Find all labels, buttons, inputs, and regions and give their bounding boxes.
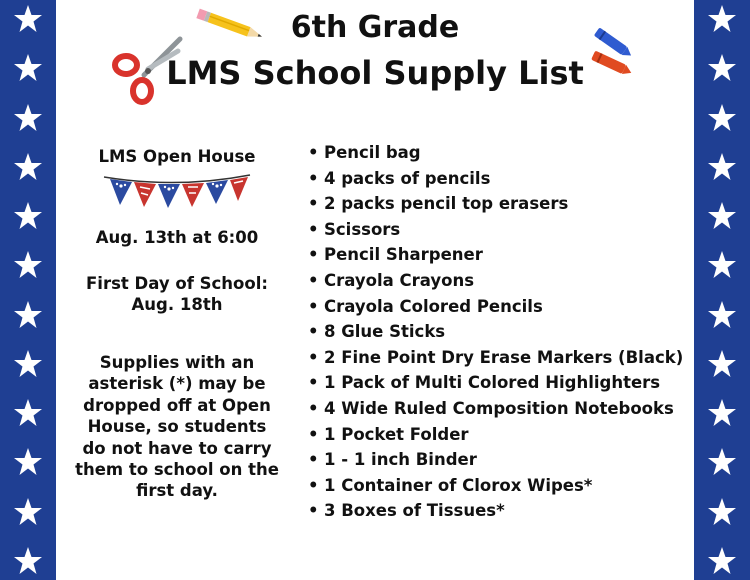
list-item xyxy=(308,166,698,192)
bullet-icon: • xyxy=(308,398,319,418)
star-icon xyxy=(13,497,43,527)
star-icon xyxy=(13,103,43,133)
list-item xyxy=(308,140,698,166)
supply-item-label: 2 packs pencil top erasers xyxy=(324,194,569,214)
bullet-icon: • xyxy=(308,501,319,521)
star-icon xyxy=(13,201,43,231)
bullet-icon: • xyxy=(308,475,319,495)
supply-item-label: 4 Wide Ruled Composition Notebooks xyxy=(324,398,674,418)
star-icon xyxy=(13,250,43,280)
star-icon xyxy=(13,349,43,379)
bullet-icon: • xyxy=(308,143,319,162)
list-item xyxy=(308,242,698,268)
bullet-icon: • xyxy=(308,322,319,342)
star-icon xyxy=(13,398,43,428)
event-info-panel xyxy=(74,146,280,502)
star-icon xyxy=(13,152,43,182)
supply-item-label: 1 Pack of Multi Colored Highlighters xyxy=(324,373,661,393)
first-day-date: Aug. 18th xyxy=(131,295,223,315)
star-icon xyxy=(707,103,737,133)
bullet-icon: • xyxy=(308,296,319,316)
star-icon xyxy=(707,546,737,576)
bullet-icon: • xyxy=(308,168,319,188)
open-house-date: Aug. 13th at 6:00 xyxy=(95,228,259,248)
star-icon xyxy=(707,300,737,330)
star-icon xyxy=(13,546,43,576)
star-icon xyxy=(707,349,737,379)
supply-item-label: 4 packs of pencils xyxy=(324,168,491,188)
star-icon xyxy=(707,398,737,428)
open-house-title: LMS Open House xyxy=(98,147,256,166)
bullet-icon: • xyxy=(308,270,319,290)
list-item xyxy=(308,319,698,345)
supply-item-label: 3 Boxes of Tissues* xyxy=(324,501,505,521)
drop-off-note: Supplies with an asterisk (*) may be dropped off at Open House, so students do not have to carry them to school on the first day. xyxy=(75,352,279,501)
supply-item-label: Pencil Sharpener xyxy=(324,245,483,265)
supply-item-label: Scissors xyxy=(324,219,401,239)
star-icon xyxy=(707,152,737,182)
star-icon xyxy=(707,447,737,477)
list-item xyxy=(308,447,698,473)
list-item xyxy=(308,422,698,448)
supply-item-label: 8 Glue Sticks xyxy=(324,322,446,342)
list-item xyxy=(308,268,698,294)
list-item xyxy=(308,345,698,371)
bullet-icon: • xyxy=(308,424,319,444)
supply-item-label: Pencil bag xyxy=(324,143,421,162)
first-day-label: First Day of School: xyxy=(86,273,268,293)
supply-item-label: Crayola Colored Pencils xyxy=(324,296,543,316)
bullet-icon: • xyxy=(308,194,319,214)
list-item xyxy=(308,370,698,396)
list-item xyxy=(308,473,698,499)
star-icon xyxy=(13,447,43,477)
list-item xyxy=(308,294,698,320)
star-icon xyxy=(707,201,737,231)
supply-item-label: 1 - 1 inch Binder xyxy=(324,450,477,470)
bunting-banner-icon xyxy=(102,171,252,217)
supply-item-label: Crayola Crayons xyxy=(324,270,475,290)
list-item xyxy=(308,217,698,243)
list-item xyxy=(308,191,698,217)
supply-item-label: 2 Fine Point Dry Erase Markers (Black) xyxy=(324,347,684,367)
bullet-icon: • xyxy=(308,219,319,239)
bullet-icon: • xyxy=(308,245,319,265)
first-day-info xyxy=(74,273,280,316)
supply-item-label: 1 Container of Clorox Wipes* xyxy=(324,475,593,495)
bullet-icon: • xyxy=(308,347,319,367)
star-icon xyxy=(707,497,737,527)
star-icon xyxy=(707,250,737,280)
supply-item-label: 1 Pocket Folder xyxy=(324,424,469,444)
title-line-1: 6th Grade xyxy=(290,10,460,45)
supply-list xyxy=(308,140,698,524)
bullet-icon: • xyxy=(308,373,319,393)
list-item xyxy=(308,396,698,422)
star-icon xyxy=(13,300,43,330)
title-line-2: LMS School Supply List xyxy=(166,54,584,92)
list-item xyxy=(308,498,698,524)
bullet-icon: • xyxy=(308,450,319,470)
